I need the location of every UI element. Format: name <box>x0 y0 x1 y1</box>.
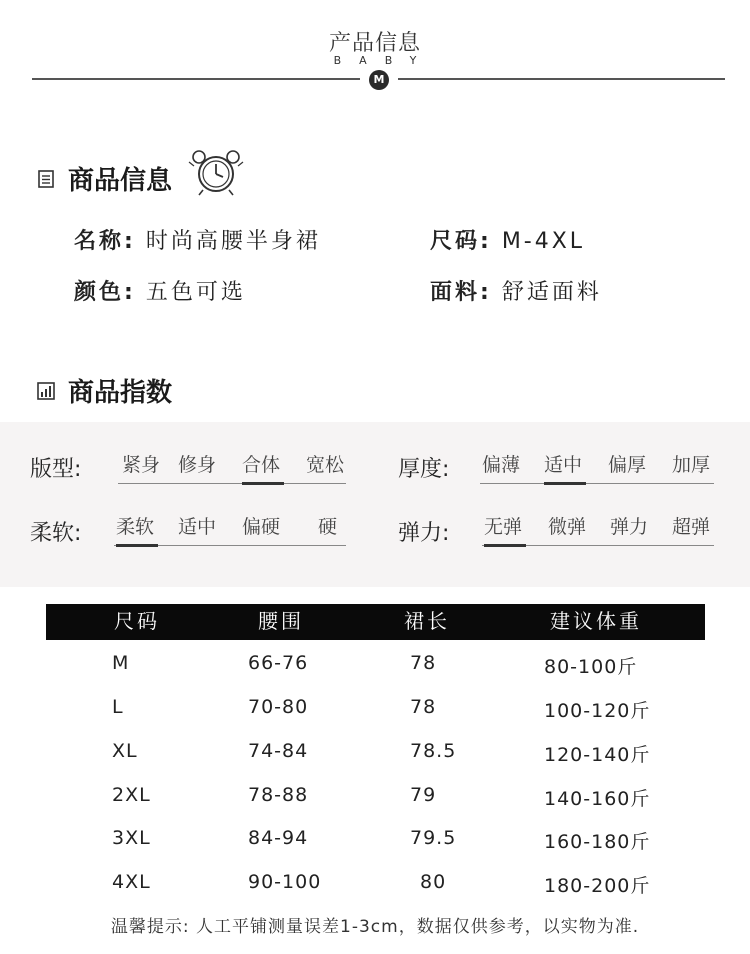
thickness-label: 厚度: <box>398 457 450 482</box>
fit-option: 合体 <box>242 454 281 476</box>
header-divider-left <box>32 78 360 80</box>
elasticity-option: 超弹 <box>672 516 711 538</box>
elasticity-label: 弹力: <box>398 521 450 546</box>
name-field <box>74 224 321 255</box>
elasticity-option: 微弹 <box>548 516 587 538</box>
header-divider-right <box>398 78 725 80</box>
table-cell: 80 <box>420 871 447 893</box>
measurement-tip: 温馨提示: 人工平铺测量误差1-3cm，数据仅供参考，以实物为准. <box>110 917 640 937</box>
color-value: 五色可选 <box>145 280 246 305</box>
table-header-cell: 尺码 <box>114 609 160 633</box>
thickness-option: 偏薄 <box>482 454 521 476</box>
softness-option: 硬 <box>318 516 338 538</box>
fabric-label: 面料: <box>430 280 492 305</box>
fit-scale <box>118 444 346 484</box>
alarm-clock-icon <box>186 148 246 196</box>
softness-label: 柔软: <box>30 521 82 546</box>
thickness-scale <box>480 444 714 484</box>
table-cell: 100-120斤 <box>544 700 651 722</box>
fit-selected-marker <box>242 482 284 485</box>
table-cell: 160-180斤 <box>544 831 651 853</box>
table-cell: 120-140斤 <box>544 744 651 766</box>
table-header-cell: 腰围 <box>258 609 304 633</box>
softness-scale <box>114 506 346 546</box>
bar-chart-icon <box>36 381 56 401</box>
thickness-selected-marker <box>544 482 586 485</box>
table-cell: 79 <box>410 784 437 806</box>
thickness-option: 加厚 <box>672 454 711 476</box>
fit-option: 修身 <box>178 454 217 476</box>
table-cell: 78.5 <box>410 740 457 762</box>
softness-option: 偏硬 <box>242 516 281 538</box>
table-cell: M <box>112 652 130 674</box>
table-cell: 78-88 <box>248 784 309 806</box>
table-cell: XL <box>112 740 138 762</box>
thickness-option: 偏厚 <box>608 454 647 476</box>
fit-option: 宽松 <box>306 454 345 476</box>
elasticity-selected-marker <box>484 544 526 547</box>
product-info-title: 商品信息 <box>68 166 173 196</box>
thickness-option: 适中 <box>544 454 583 476</box>
name-value: 时尚高腰半身裙 <box>145 229 321 254</box>
table-header-cell: 建议体重 <box>550 609 642 633</box>
table-cell: 80-100斤 <box>544 656 638 678</box>
softness-selected-marker <box>116 544 158 547</box>
name-label: 名称: <box>74 229 136 254</box>
fit-label: 版型: <box>30 457 82 482</box>
table-cell: 4XL <box>112 871 151 893</box>
softness-option: 柔软 <box>116 516 155 538</box>
elasticity-option: 无弹 <box>484 516 523 538</box>
fabric-value: 舒适面料 <box>501 280 602 305</box>
table-header-cell: 裙长 <box>404 609 450 633</box>
product-index-heading <box>36 372 172 409</box>
product-index-title: 商品指数 <box>68 378 173 408</box>
size-field <box>430 224 585 255</box>
product-info-heading <box>36 160 172 197</box>
document-icon <box>36 169 56 189</box>
page-title: 产品信息 <box>328 31 421 56</box>
brand-badge: M <box>369 70 389 90</box>
table-cell: 74-84 <box>248 740 309 762</box>
table-cell: 66-76 <box>248 652 309 674</box>
table-cell: L <box>112 696 124 718</box>
table-cell: 3XL <box>112 827 151 849</box>
index-panel <box>0 422 750 587</box>
table-cell: 84-94 <box>248 827 309 849</box>
table-cell: 78 <box>410 696 437 718</box>
softness-option: 适中 <box>178 516 217 538</box>
page-subtitle: BABY <box>333 54 435 67</box>
table-cell: 70-80 <box>248 696 309 718</box>
size-value: M-4XL <box>501 229 586 254</box>
table-cell: 90-100 <box>248 871 322 893</box>
elasticity-scale <box>482 506 714 546</box>
table-cell: 2XL <box>112 784 151 806</box>
table-cell: 140-160斤 <box>544 788 651 810</box>
table-cell: 78 <box>410 652 437 674</box>
color-field <box>74 275 246 306</box>
elasticity-option: 弹力 <box>610 516 649 538</box>
fit-option: 紧身 <box>122 454 161 476</box>
size-label: 尺码: <box>430 229 492 254</box>
fabric-field <box>430 275 602 306</box>
table-cell: 79.5 <box>410 827 457 849</box>
table-cell: 180-200斤 <box>544 875 651 897</box>
color-label: 颜色: <box>74 280 136 305</box>
